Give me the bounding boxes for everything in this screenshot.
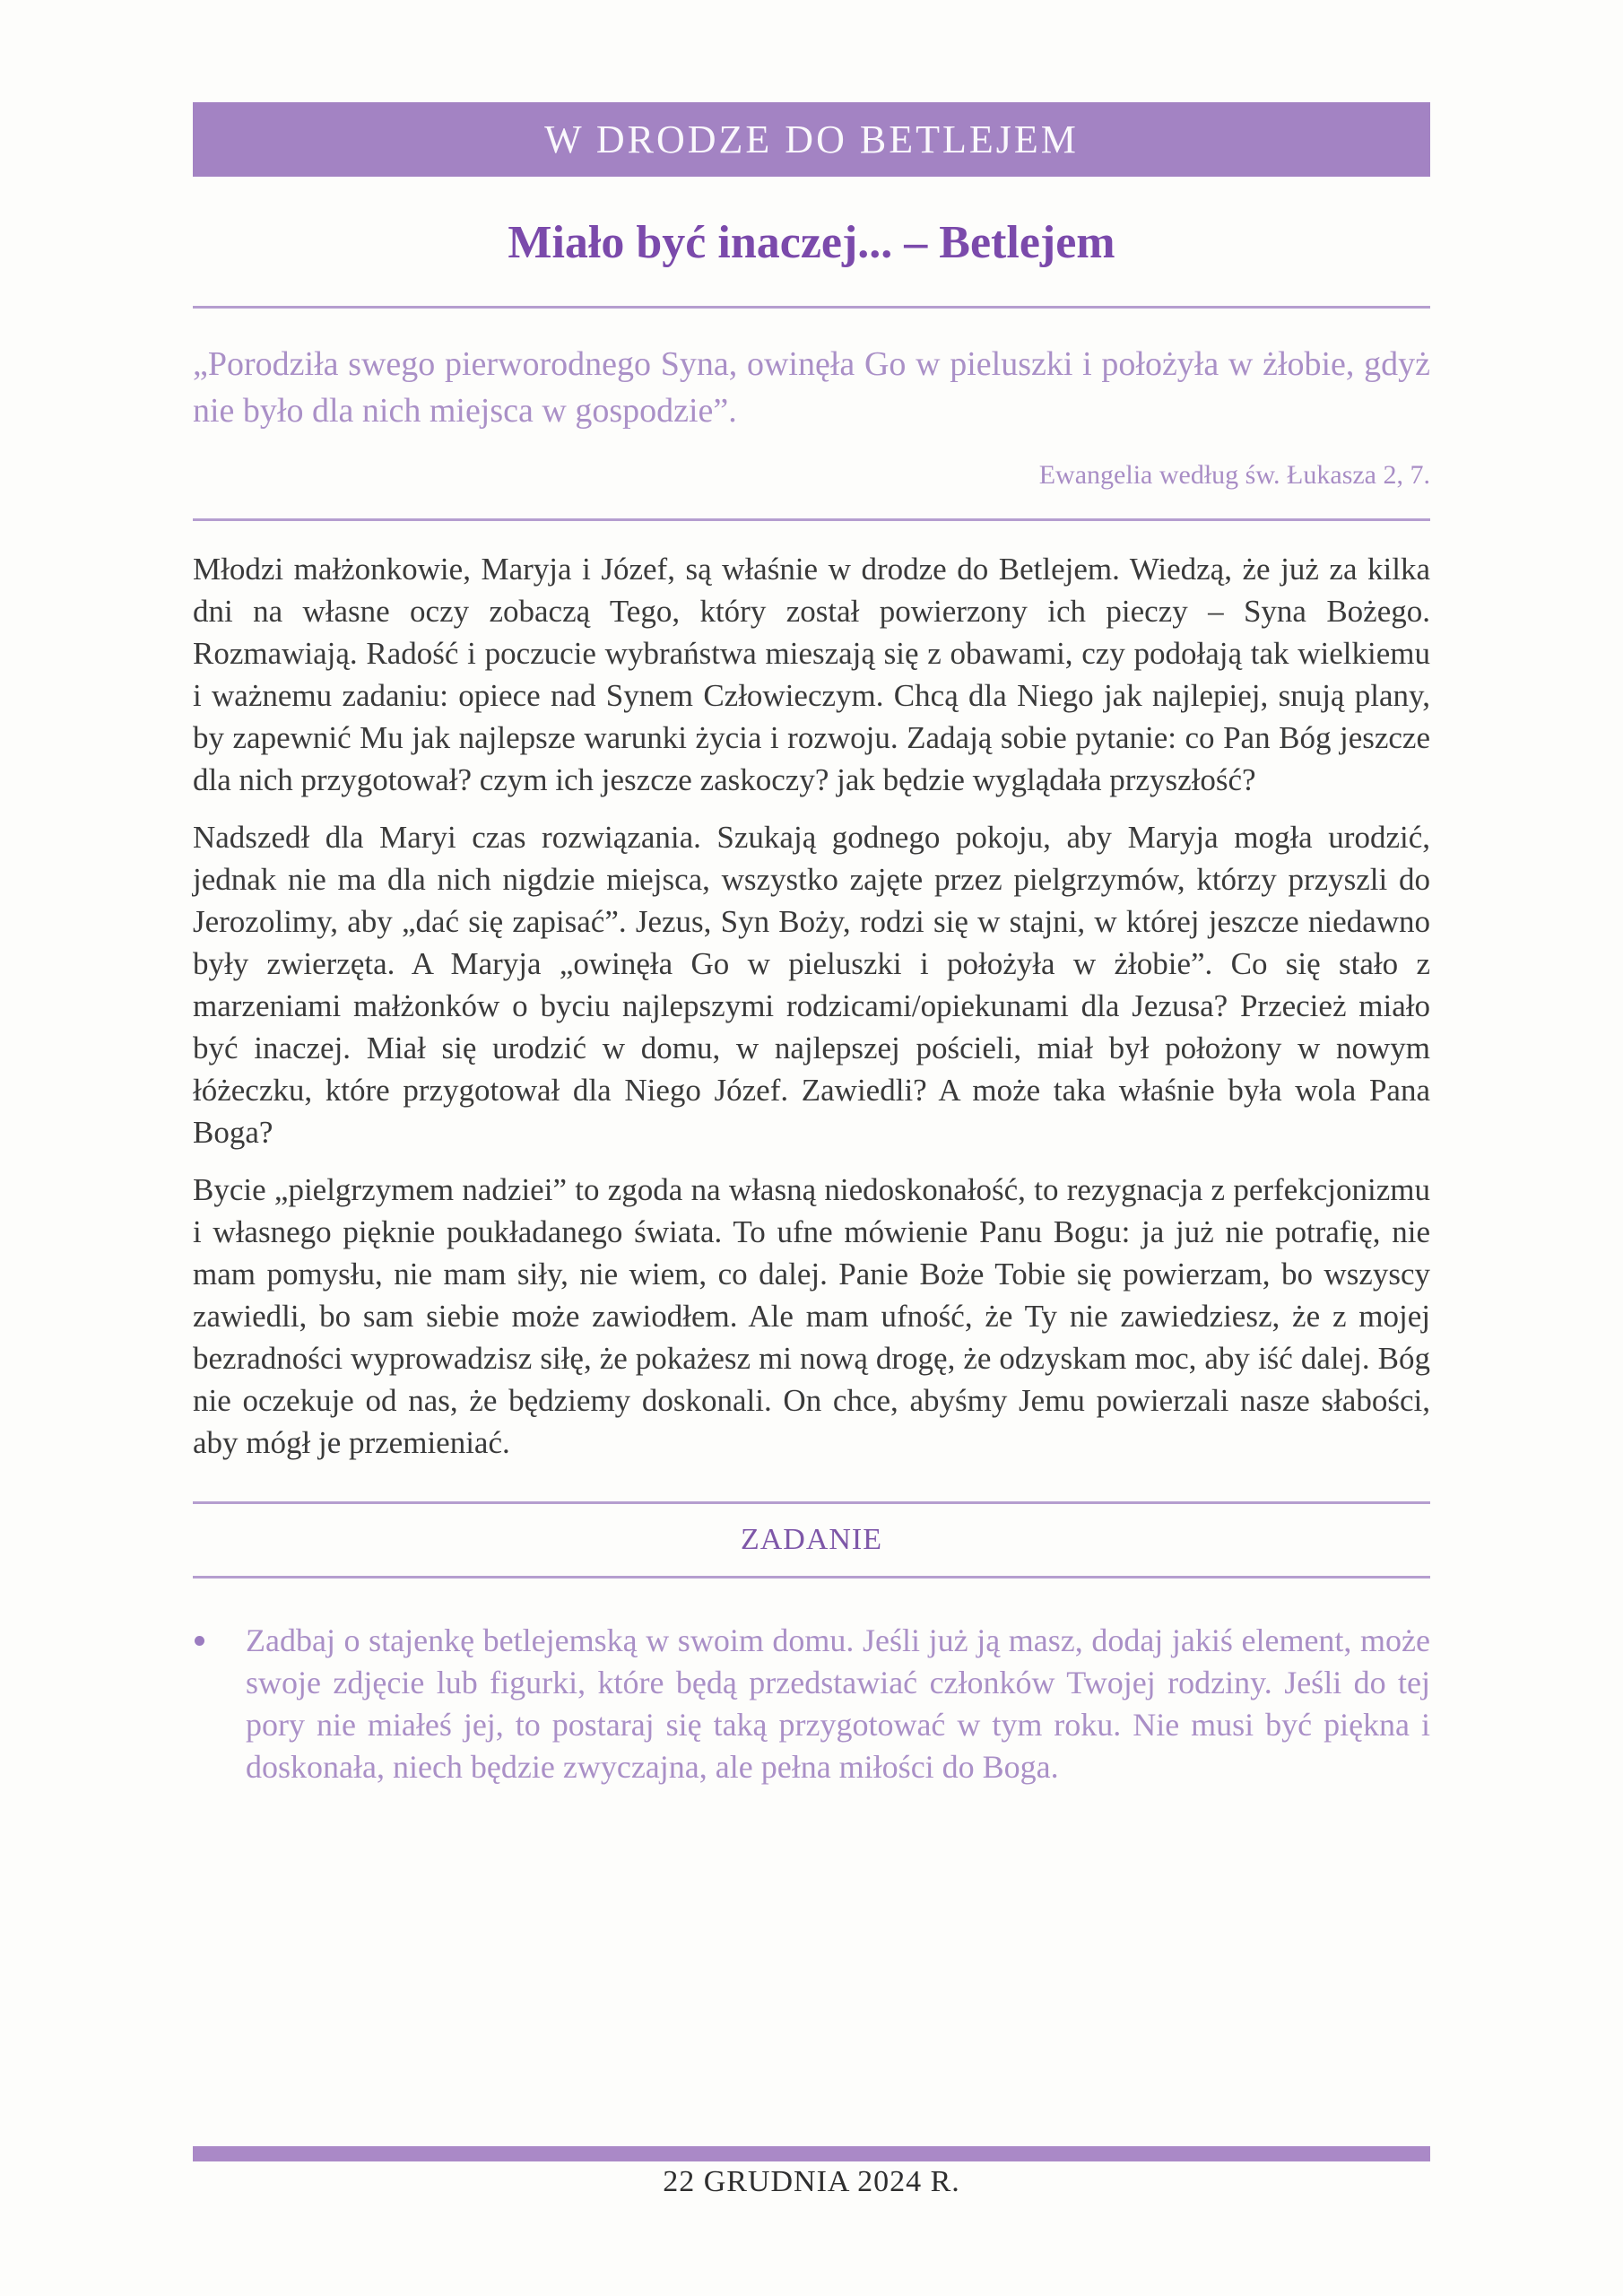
body-paragraph: Bycie „pielgrzymem nadziei” to zgoda na własną niedoskonałość, to rezygnacja z perfekcjonizmu i własnego pięknie poukładanego świata. To ufne mówienie Panu Bogu: ja już nie potrafię, nie mam pomysłu, nie mam siły, nie wiem, co dalej. Panie Boże Tobie się powierzam, bo wszyscy zawiedli, bo sam siebie może zawiodłem. Ale mam ufność, że Ty nie zawiedziesz, że z mojej bezradności wyprowadzisz siłę, że pokażesz mi nową drogę, że odzyskam moc, aby iść dalej. Bóg nie oczekuje od nas, że będziemy doskonali. On chce, abyśmy Jemu powierzali nasze słabości, aby mógł je przemieniać. [193,1172,1430,1460]
task-heading: ZADANIE [740,1523,883,1556]
body-paragraph: Młodzi małżonkowie, Maryja i Józef, są właśnie w drodze do Betlejem. Wiedzą, że już za kilka dni na własne oczy zobaczą Tego, który został powierzony ich pieczy – Syna Bożego. Rozmawiają. Radość i poczucie wybraństwa mieszają się z obawami, czy podołają tak wielkiemu i ważnemu zadaniu: opiece nad Synem Człowieczym. Chcą dla Niego jak najlepiej, snują plany, by zapewnić Mu jak najlepsze warunki życia i rozwoju. Zadają sobie pytanie: co Pan Bóg jeszcze dla nich przygotował? czym ich jeszcze zaskoczy? jak będzie wyglądała przyszłość? [193,552,1430,797]
list-item [193,1620,1430,1788]
quote-section [193,309,1430,491]
header-banner [193,102,1430,177]
bullet-dot-icon [195,1636,204,1646]
footer-bar [193,2146,1430,2161]
scripture-quote: „Porodziła swego pierworodnego Syna, owinęła Go w pieluszki i położyła w żłobie, gdyż nie było dla nich miejsca w gospodzie”. [193,345,1430,430]
task-section-header [193,1501,1430,1578]
task-list [193,1620,1430,1788]
footer-date: 22 GRUDNIA 2024 R. [663,2165,960,2198]
page-title: Miało być inaczej... – Betlejem [508,217,1115,268]
task-item-text: Zadbaj o stajenkę betlejemską w swoim domu. Jeśli już ją masz, dodaj jakiś element, może swoje zdjęcie lub figurki, które będą przedstawiać członków Twojej rodziny. Jeśli do tej pory nie miałeś jej, to postaraj się taką przygotować w tym roku. Nie musi być piękna i doskonała, niech będzie zwyczajna, ale pełna miłości do Boga. [246,1622,1430,1785]
body-text [193,521,1430,1464]
banner-title: W DRODZE DO BETLEJEM [544,117,1079,161]
body-paragraph: Nadszedł dla Maryi czas rozwiązania. Szukają godnego pokoju, aby Maryja mogła urodzić, jednak nie ma dla nich nigdzie miejsca, wszystko zajęte przez pielgrzymów, którzy przyszli do Jerozolimy, aby „dać się zapisać”. Jezus, Syn Boży, rodzi się w stajni, w której jeszcze niedawno były zwierzęta. A Maryja „owinęła Go w pieluszki i położyła w żłobie”. Co się stało z marzeniami małżonków o byciu najlepszymi rodzicami/opiekunami dla Jezusa? Przecież miało być inaczej. Miał się urodzić w domu, w najlepszej pościeli, miał był położony w nowym łóżeczku, które przygotował dla Niego Józef. Zawiedli? A może taka właśnie była wola Pana Boga? [193,820,1430,1150]
quote-attribution: Ewangelia według św. Łukasza 2, 7. [1038,460,1430,490]
